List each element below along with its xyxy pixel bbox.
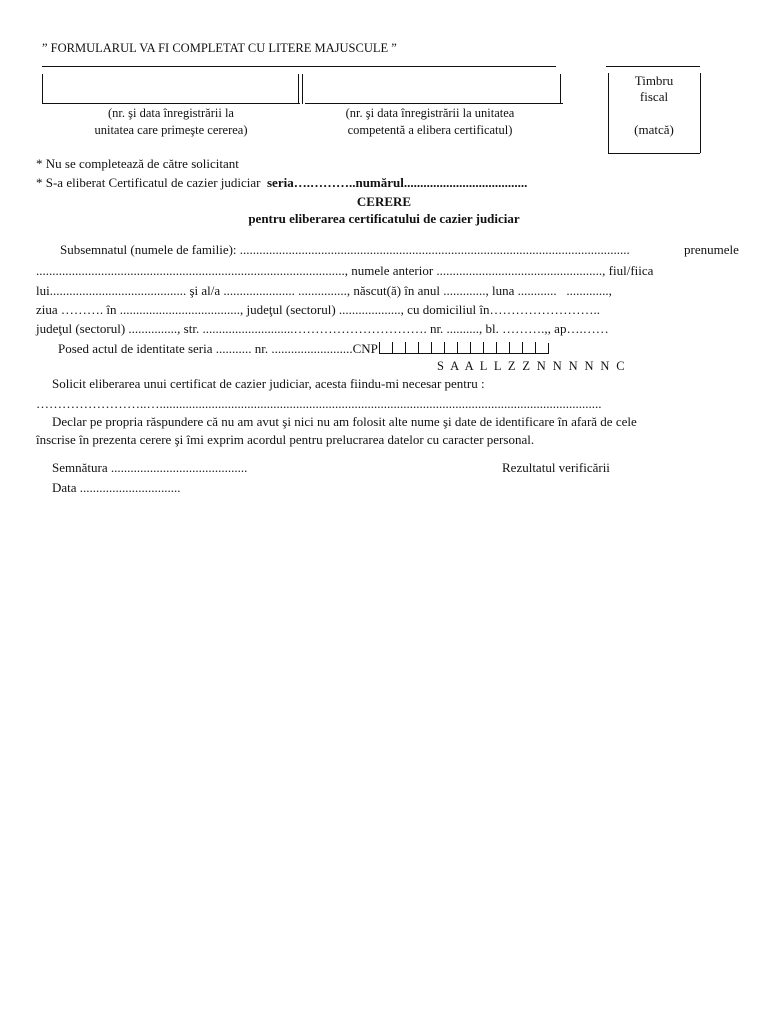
registration-left-edge (42, 74, 43, 104)
declaration-line2: înscrise în prezenta cerere şi îmi exprim acordul pentru prelucrarea datelor cu caracter personal. (36, 432, 535, 447)
registration-right-edge (560, 74, 561, 104)
registration-top-line (42, 66, 556, 67)
stamp-right-edge (700, 73, 701, 153)
not-filled-note: * Nu se completează de către solicitant (36, 156, 239, 171)
stamp-top-line (606, 66, 700, 67)
registration-left-caption-line2: unitatea care primeşte cererea) (94, 122, 248, 137)
identity-document-text[interactable]: Posed actul de identitate seria ........... nr. .........................CNP (58, 341, 378, 356)
page-subtitle: pentru eliberarea certificatului de cazier judiciar (248, 211, 520, 226)
previous-name-line[interactable]: ..............................................................................................., numele anterior ..................................................., fiul/fiica (36, 263, 654, 278)
registration-bottom-line-left (42, 103, 300, 104)
page-title: CERERE (356, 194, 412, 209)
cnp-legend: S A A L L Z Z N N N N N C (437, 359, 625, 373)
stamp-left-edge (608, 73, 609, 153)
registration-divider-a (298, 74, 299, 104)
purpose-field[interactable]: ……………………..…........................................................................................................................................ (36, 396, 602, 411)
form-instruction: ” FORMULARUL VA FI COMPLETAT CU LITERE MAJUSCULE ” (42, 41, 397, 55)
issued-note-prefix: * S-a eliberat Certificatul de cazier judiciar (36, 175, 261, 190)
cnp-boxes[interactable] (379, 341, 549, 356)
declaration-line1: Declar pe propria răspundere că nu am avut şi nici nu am folosit alte nume şi date de identificare în afară de cele (52, 414, 637, 429)
stamp-label-line1: Timbru (634, 73, 674, 88)
stamp-label-line3: (matcă) (634, 122, 674, 137)
stamp-label (610, 74, 698, 136)
request-text: Solicit eliberarea unui certificat de cazier judiciar, acesta fiindu-mi necesar pentru : (52, 376, 485, 391)
birthplace-domicile-line[interactable]: ziua ………. în ....................................., judeţul (sectorul) ..................., cu domiciliul în…………………….. (36, 302, 601, 317)
registration-left-caption-line1: (nr. şi data înregistrării la (107, 106, 234, 120)
first-name-label: prenumele (684, 242, 739, 257)
issued-note (36, 176, 527, 189)
verification-result-label: Rezultatul verificării (502, 460, 610, 475)
stamp-label-line2: fiscal (639, 89, 669, 104)
identity-document-line (58, 342, 549, 355)
date-field[interactable]: Data ............................... (52, 480, 181, 495)
registration-left-caption (42, 107, 300, 136)
address-line[interactable]: judeţul (sectorul) ..............., str. ............................…………………………. nr. .........., bl. ……….,, ap….…… (36, 321, 609, 336)
stamp-bottom-line (608, 153, 700, 154)
signature-field[interactable]: Semnătura .......................................... (52, 460, 248, 475)
parents-birth-line[interactable]: lui.......................................... şi al/a ...................... ..............., născut(ă) în anul ............., luna ............ ............., (36, 283, 612, 298)
registration-right-caption-line1: (nr. şi data înregistrării la unitatea (345, 106, 515, 120)
registration-divider-b (302, 74, 303, 104)
registration-right-caption-line2: competentă a elibera certificatul) (347, 122, 513, 137)
registration-bottom-line-right (305, 103, 563, 104)
issued-serie-number: seria….………..numărul...................................... (267, 175, 528, 190)
family-name-field[interactable]: Subsemnatul (numele de familie): ........................................................................................................................ (60, 242, 630, 257)
registration-right-caption (300, 107, 560, 136)
